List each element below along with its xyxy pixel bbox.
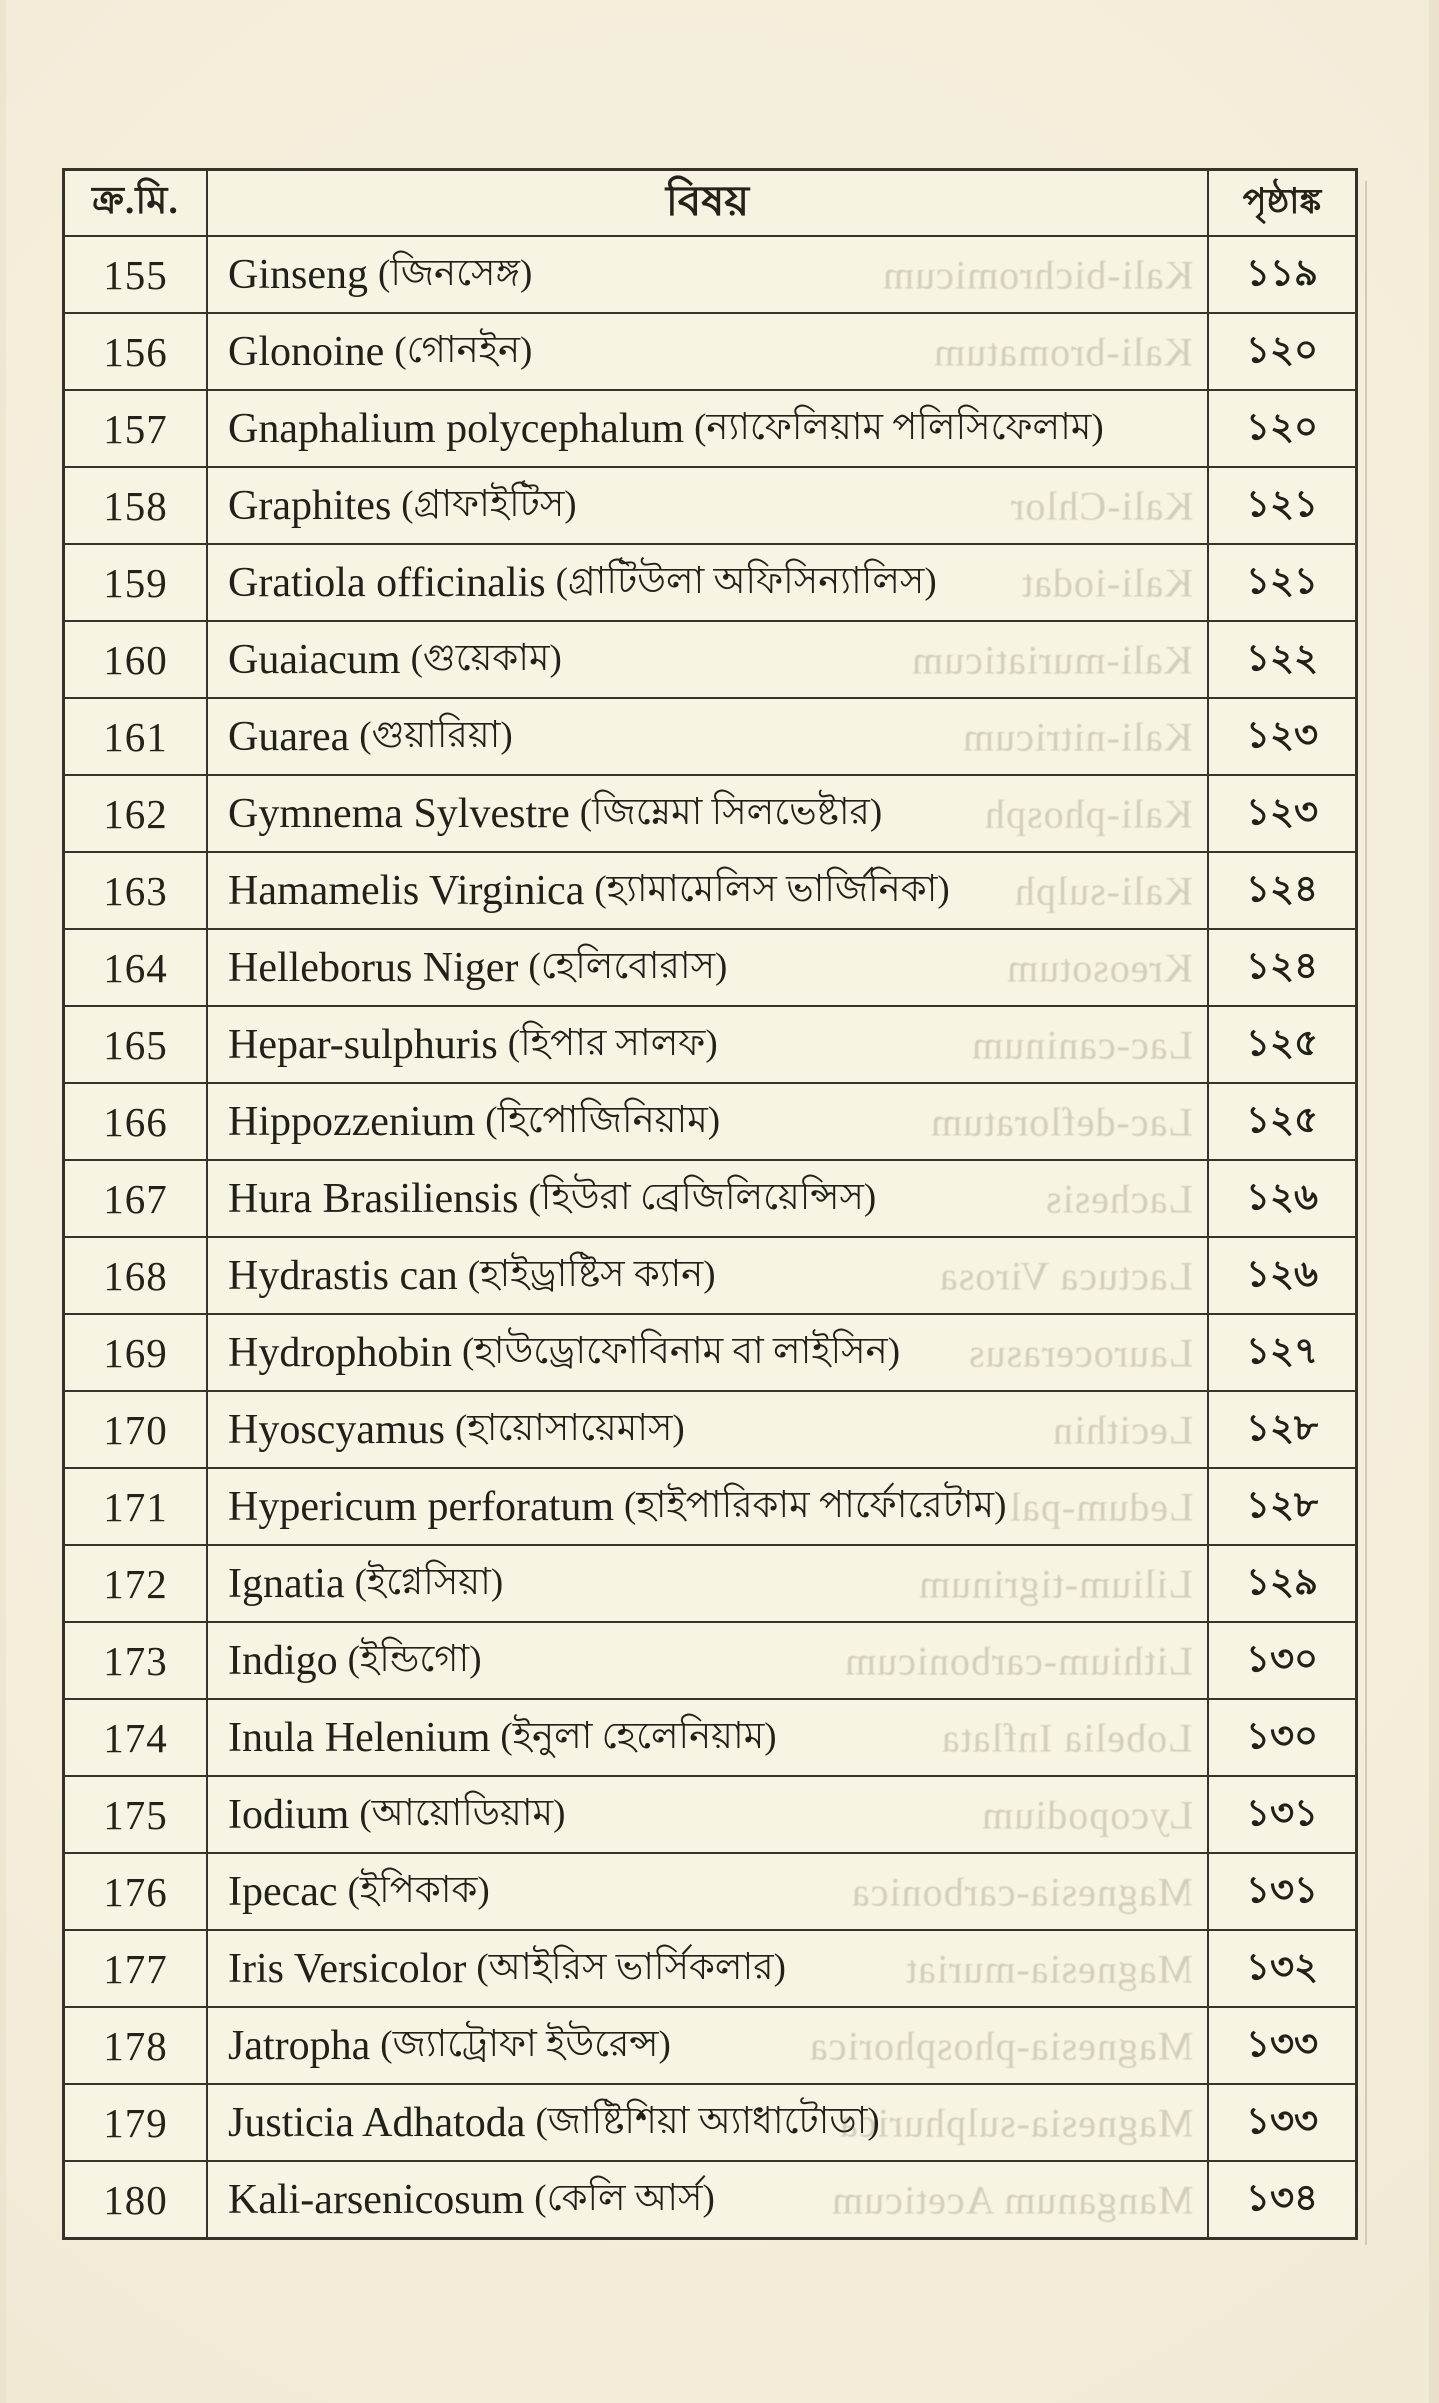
table-row	[65, 1544, 1355, 1621]
page-number: ১২৪	[1245, 869, 1319, 910]
page-number: ১২৬	[1245, 1254, 1319, 1295]
page-number: ১৩২	[1245, 1947, 1319, 1988]
page-number-cell	[1209, 237, 1355, 312]
remedy-name-bengali: (গুয়ারিয়া)	[359, 715, 513, 756]
subject-cell	[208, 1469, 1209, 1544]
subject-cell	[208, 1007, 1209, 1082]
table-row	[65, 620, 1355, 697]
subject-cell	[208, 468, 1209, 543]
subject-cell	[208, 776, 1209, 851]
header-serial-label: ক্র.মি.	[92, 180, 179, 222]
table-header-row	[65, 171, 1355, 235]
remedy-name-bengali: (জিনসেঙ্গ)	[378, 253, 533, 294]
serial-cell	[65, 2008, 208, 2083]
header-subject	[208, 171, 1209, 235]
page-number-cell	[1209, 1315, 1355, 1390]
bleed-through-ghost-text: Lilium-tigrinum	[918, 1561, 1193, 1606]
page-number-cell	[1209, 1700, 1355, 1775]
page-number: ১২৯	[1245, 1562, 1319, 1603]
serial-number: 176	[103, 1868, 168, 1915]
subject-cell	[208, 1854, 1209, 1929]
serial-cell	[65, 468, 208, 543]
serial-number: 168	[103, 1252, 168, 1299]
subject-cell	[208, 1084, 1209, 1159]
remedy-name-english: Hippozzenium	[228, 1098, 476, 1145]
remedy-name-english: Hepar-sulphuris	[228, 1021, 498, 1068]
remedy-name-bengali: (ন্যাফেলিয়াম পলিসিফেলাম)	[694, 407, 1104, 448]
page-number-cell	[1209, 1777, 1355, 1852]
serial-number: 158	[103, 482, 168, 529]
page-number: ১২৩	[1245, 792, 1319, 833]
page-number-cell	[1209, 1392, 1355, 1467]
bleed-through-ghost-text: Magnesia-sulphurica	[838, 2100, 1193, 2145]
remedy-name-english: Glonoine	[228, 328, 385, 375]
remedy-name-bengali: (গোনইন)	[394, 330, 533, 371]
remedy-name-bengali: (গুয়েকাম)	[410, 638, 562, 679]
serial-number: 157	[103, 405, 168, 452]
page-number-cell	[1209, 1007, 1355, 1082]
remedy-name-bengali: (কেলি আর্স)	[534, 2178, 715, 2219]
bleed-through-ghost-text: Kali-Chlor	[1009, 483, 1193, 528]
subject-cell	[208, 391, 1209, 466]
page-number: ১২৪	[1245, 946, 1319, 987]
header-subject-label: বিষয়	[665, 178, 750, 225]
remedy-name-bengali: (হাইপারিকাম পার্ফোরেটাম)	[624, 1485, 1007, 1526]
page-number-cell	[1209, 314, 1355, 389]
page-number-cell	[1209, 699, 1355, 774]
remedy-name-bengali: (আয়োডিয়াম)	[359, 1793, 566, 1834]
remedy-name-english: Ipecac	[228, 1868, 338, 1915]
serial-number: 163	[103, 867, 168, 914]
bleed-through-ghost-text: Lithium-carbonicum	[843, 1638, 1193, 1683]
serial-cell	[65, 545, 208, 620]
page-number-cell	[1209, 2085, 1355, 2160]
page-number-cell	[1209, 545, 1355, 620]
serial-number: 160	[103, 636, 168, 683]
page-number-cell	[1209, 1161, 1355, 1236]
serial-number: 156	[103, 328, 168, 375]
remedy-name-english: Justicia Adhatoda	[228, 2099, 526, 2146]
serial-number: 179	[103, 2099, 168, 2146]
bleed-through-ghost-text: Kali-bromatum	[933, 329, 1193, 374]
serial-number: 162	[103, 790, 168, 837]
remedy-name-english: Inula Helenium	[228, 1714, 491, 1761]
page-number-cell	[1209, 776, 1355, 851]
remedy-name-bengali: (ইপিকাক)	[347, 1870, 490, 1911]
page-number: ১৩১	[1245, 1793, 1319, 1834]
page-number: ১২৫	[1245, 1100, 1319, 1141]
serial-cell	[65, 237, 208, 312]
bleed-through-ghost-text: Lactuca Virosa	[938, 1253, 1193, 1298]
bleed-through-ghost-text: Lecithin	[1051, 1407, 1193, 1452]
subject-cell	[208, 930, 1209, 1005]
table-row	[65, 2160, 1355, 2237]
remedy-name-bengali: (হ্যামামেলিস ভার্জিনিকা)	[594, 869, 950, 910]
bleed-through-ghost-text: Lycopodium	[980, 1792, 1193, 1837]
remedy-name-bengali: (আইরিস ভার্সিকলার)	[476, 1947, 786, 1988]
table-row	[65, 1005, 1355, 1082]
serial-cell	[65, 1546, 208, 1621]
table-row	[65, 1775, 1355, 1852]
serial-cell	[65, 1007, 208, 1082]
subject-cell	[208, 1931, 1209, 2006]
serial-cell	[65, 776, 208, 851]
page-number: ১২৬	[1245, 1177, 1319, 1218]
page-number-cell	[1209, 853, 1355, 928]
remedy-name-english: Iris Versicolor	[228, 1945, 467, 1992]
serial-cell	[65, 1777, 208, 1852]
page-number: ১৩০	[1245, 1639, 1319, 1680]
page-number: ১২২	[1245, 638, 1319, 679]
remedy-name-bengali: (হাউড্রোফোবিনাম বা লাইসিন)	[462, 1331, 901, 1372]
bleed-through-ghost-text: Lac-caninum	[971, 1022, 1193, 1067]
remedy-name-bengali: (ইনুলা হেলেনিয়াম)	[500, 1716, 777, 1757]
remedy-name-bengali: (হায়োসায়েমাস)	[454, 1408, 685, 1449]
serial-cell	[65, 1931, 208, 2006]
table-row	[65, 928, 1355, 1005]
page-number: ১৩৩	[1245, 2101, 1319, 2142]
serial-number: 180	[103, 2176, 168, 2223]
bleed-through-ghost-text: Manganum Aceticum	[830, 2177, 1193, 2222]
bleed-through-ghost-text: Kreosotum	[1006, 945, 1193, 990]
bleed-through-ghost-text: Kali-sulph	[1014, 868, 1193, 913]
bleed-through-ghost-text: Kali-phosph	[984, 791, 1193, 836]
serial-cell	[65, 2085, 208, 2160]
page-number: ১২১	[1245, 561, 1319, 602]
page-number: ১২৩	[1245, 715, 1319, 756]
table-row	[65, 312, 1355, 389]
page-number-cell	[1209, 391, 1355, 466]
remedy-name-bengali: (গ্রাফাইটিস)	[401, 484, 577, 525]
remedy-name-english: Kali-arsenicosum	[228, 2176, 525, 2223]
bleed-through-ghost-text: Kali-nitricum	[962, 714, 1193, 759]
remedy-name-english: Gnaphalium polycephalum	[228, 405, 685, 452]
remedy-name-english: Hydrophobin	[228, 1329, 452, 1376]
table-row	[65, 1698, 1355, 1775]
remedy-name-bengali: (হিপোজিনিয়াম)	[485, 1100, 721, 1141]
remedy-name-english: Hyoscyamus	[228, 1406, 445, 1453]
subject-cell	[208, 622, 1209, 697]
serial-cell	[65, 1854, 208, 1929]
page-number-cell	[1209, 1238, 1355, 1313]
table-row	[65, 774, 1355, 851]
serial-cell	[65, 1238, 208, 1313]
table-row	[65, 1313, 1355, 1390]
page-number-cell	[1209, 468, 1355, 543]
remedy-name-bengali: (গ্রাটিউলা অফিসিন্যালিস)	[555, 561, 937, 602]
remedy-name-english: Graphites	[228, 482, 392, 529]
page-number-cell	[1209, 1931, 1355, 2006]
remedy-name-bengali: (জ্যাট্রোফা ইউরেন্স)	[380, 2024, 671, 2065]
serial-cell	[65, 1084, 208, 1159]
table-row	[65, 1929, 1355, 2006]
remedy-name-bengali: (হেলিবোরাস)	[528, 946, 728, 987]
bleed-through-ghost-text: Magnesia-phosphorica	[808, 2023, 1193, 2068]
remedy-name-english: Ginseng	[228, 251, 368, 298]
serial-number: 175	[103, 1791, 168, 1838]
table-row	[65, 1159, 1355, 1236]
table-row	[65, 1390, 1355, 1467]
serial-number: 155	[103, 251, 168, 298]
table-row	[65, 389, 1355, 466]
bleed-through-ghost-text: Ledum-pal	[1008, 1484, 1193, 1529]
subject-cell	[208, 1315, 1209, 1390]
table-row	[65, 235, 1355, 312]
bleed-through-ghost-text: Laurocerasus	[967, 1330, 1193, 1375]
page-number: ১২১	[1245, 484, 1319, 525]
serial-cell	[65, 699, 208, 774]
page-number: ১২৮	[1245, 1485, 1319, 1526]
remedy-name-english: Guaiacum	[228, 636, 401, 683]
subject-cell	[208, 1623, 1209, 1698]
page-number-cell	[1209, 930, 1355, 1005]
page-number: ১৩১	[1245, 1870, 1319, 1911]
serial-number: 169	[103, 1329, 168, 1376]
page-number-cell	[1209, 1854, 1355, 1929]
page-number-cell	[1209, 1084, 1355, 1159]
header-page	[1209, 171, 1355, 235]
serial-cell	[65, 1392, 208, 1467]
table-row	[65, 1236, 1355, 1313]
remedy-name-bengali: (ইন্ডিগো)	[347, 1639, 482, 1680]
table-row	[65, 2006, 1355, 2083]
subject-cell	[208, 1546, 1209, 1621]
serial-cell	[65, 622, 208, 697]
serial-cell	[65, 1315, 208, 1390]
remedy-name-english: Jatropha	[228, 2022, 371, 2069]
page-number: ১২৭	[1245, 1331, 1319, 1372]
serial-number: 174	[103, 1714, 168, 1761]
bleed-through-ghost-text: Lachesis	[1045, 1176, 1193, 1221]
table-row	[65, 543, 1355, 620]
remedy-name-english: Hydrastis can	[228, 1252, 458, 1299]
header-page-label: পৃষ্ঠাঙ্ক	[1242, 181, 1322, 221]
serial-number: 177	[103, 1945, 168, 1992]
subject-cell	[208, 314, 1209, 389]
remedy-name-english: Hamamelis Virginica	[228, 867, 585, 914]
table-row	[65, 1621, 1355, 1698]
subject-cell	[208, 699, 1209, 774]
subject-cell	[208, 853, 1209, 928]
subject-cell	[208, 1777, 1209, 1852]
subject-cell	[208, 2008, 1209, 2083]
subject-cell	[208, 237, 1209, 312]
page-number: ১২৮	[1245, 1408, 1319, 1449]
bleed-through-ghost-text: Magnesia-muriat	[904, 1946, 1193, 1991]
serial-cell	[65, 1161, 208, 1236]
serial-number: 172	[103, 1560, 168, 1607]
serial-cell	[65, 1700, 208, 1775]
remedy-name-english: Guarea	[228, 713, 350, 760]
bleed-through-ghost-text: Lac-defloratum	[930, 1099, 1193, 1144]
serial-number: 159	[103, 559, 168, 606]
remedy-name-bengali: (ইগ্নেসিয়া)	[354, 1562, 504, 1603]
serial-cell	[65, 930, 208, 1005]
serial-cell	[65, 2162, 208, 2237]
serial-number: 171	[103, 1483, 168, 1530]
serial-number: 170	[103, 1406, 168, 1453]
remedy-name-english: Helleborus Niger	[228, 944, 519, 991]
subject-cell	[208, 1161, 1209, 1236]
remedy-name-bengali: (হিপার সালফ)	[507, 1023, 718, 1064]
page-number: ১৩৪	[1245, 2178, 1319, 2219]
serial-number: 165	[103, 1021, 168, 1068]
table-body	[65, 235, 1355, 2237]
subject-cell	[208, 2085, 1209, 2160]
page-number: ১২০	[1245, 330, 1319, 371]
serial-number: 167	[103, 1175, 168, 1222]
page-number-cell	[1209, 1469, 1355, 1544]
remedy-name-bengali: (হিউরা ব্রেজিলিয়েন্সিস)	[528, 1177, 877, 1218]
contents-table	[62, 168, 1358, 2240]
table-row	[65, 1852, 1355, 1929]
serial-number: 173	[103, 1637, 168, 1684]
serial-number: 164	[103, 944, 168, 991]
bleed-through-ghost-text: Kali-bichromicum	[881, 252, 1193, 297]
page-number-cell	[1209, 1546, 1355, 1621]
table-row	[65, 697, 1355, 774]
serial-cell	[65, 853, 208, 928]
subject-cell	[208, 1392, 1209, 1467]
table-row	[65, 851, 1355, 928]
remedy-name-bengali: (জিম্নেমা সিলভেষ্টার)	[579, 792, 883, 833]
serial-number: 166	[103, 1098, 168, 1145]
serial-number: 161	[103, 713, 168, 760]
bleed-through-ghost-text: Magnesia-carbonica	[850, 1869, 1193, 1914]
remedy-name-english: Ignatia	[228, 1560, 345, 1607]
subject-cell	[208, 1238, 1209, 1313]
page-number: ১৩৩	[1245, 2024, 1319, 2065]
remedy-name-english: Gratiola officinalis	[228, 559, 546, 606]
bleed-through-ghost-text: Kali-muriaticum	[911, 637, 1193, 682]
page-number: ১১৯	[1245, 253, 1319, 294]
serial-number: 178	[103, 2022, 168, 2069]
subject-cell	[208, 545, 1209, 620]
remedy-name-english: Iodium	[228, 1791, 350, 1838]
remedy-name-bengali: (হাইড্রাষ্টিস ক্যান)	[467, 1254, 716, 1295]
remedy-name-english: Gymnema Sylvestre	[228, 790, 570, 837]
remedy-name-english: Hura Brasiliensis	[228, 1175, 519, 1222]
table-row	[65, 1082, 1355, 1159]
serial-cell	[65, 1623, 208, 1698]
page-number: ১২০	[1245, 407, 1319, 448]
page-number-cell	[1209, 2008, 1355, 2083]
subject-cell	[208, 1700, 1209, 1775]
bleed-through-ghost-text: Lobelia Inflata	[941, 1715, 1193, 1760]
serial-cell	[65, 391, 208, 466]
table-row	[65, 1467, 1355, 1544]
remedy-name-english: Indigo	[228, 1637, 338, 1684]
subject-cell	[208, 2162, 1209, 2237]
page-number-cell	[1209, 2162, 1355, 2237]
page-number-cell	[1209, 1623, 1355, 1698]
serial-cell	[65, 314, 208, 389]
remedy-name-english: Hypericum perforatum	[228, 1483, 615, 1530]
table-row	[65, 466, 1355, 543]
page-number: ১৩০	[1245, 1716, 1319, 1757]
header-serial	[65, 171, 208, 235]
page-number-cell	[1209, 622, 1355, 697]
serial-cell	[65, 1469, 208, 1544]
page-number: ১২৫	[1245, 1023, 1319, 1064]
table-row	[65, 2083, 1355, 2160]
remedy-name-bengali: (জাষ্টিশিয়া অ্যাধাটোডা)	[535, 2101, 880, 2142]
bleed-through-ghost-text: Kali-iodat	[1020, 560, 1193, 605]
